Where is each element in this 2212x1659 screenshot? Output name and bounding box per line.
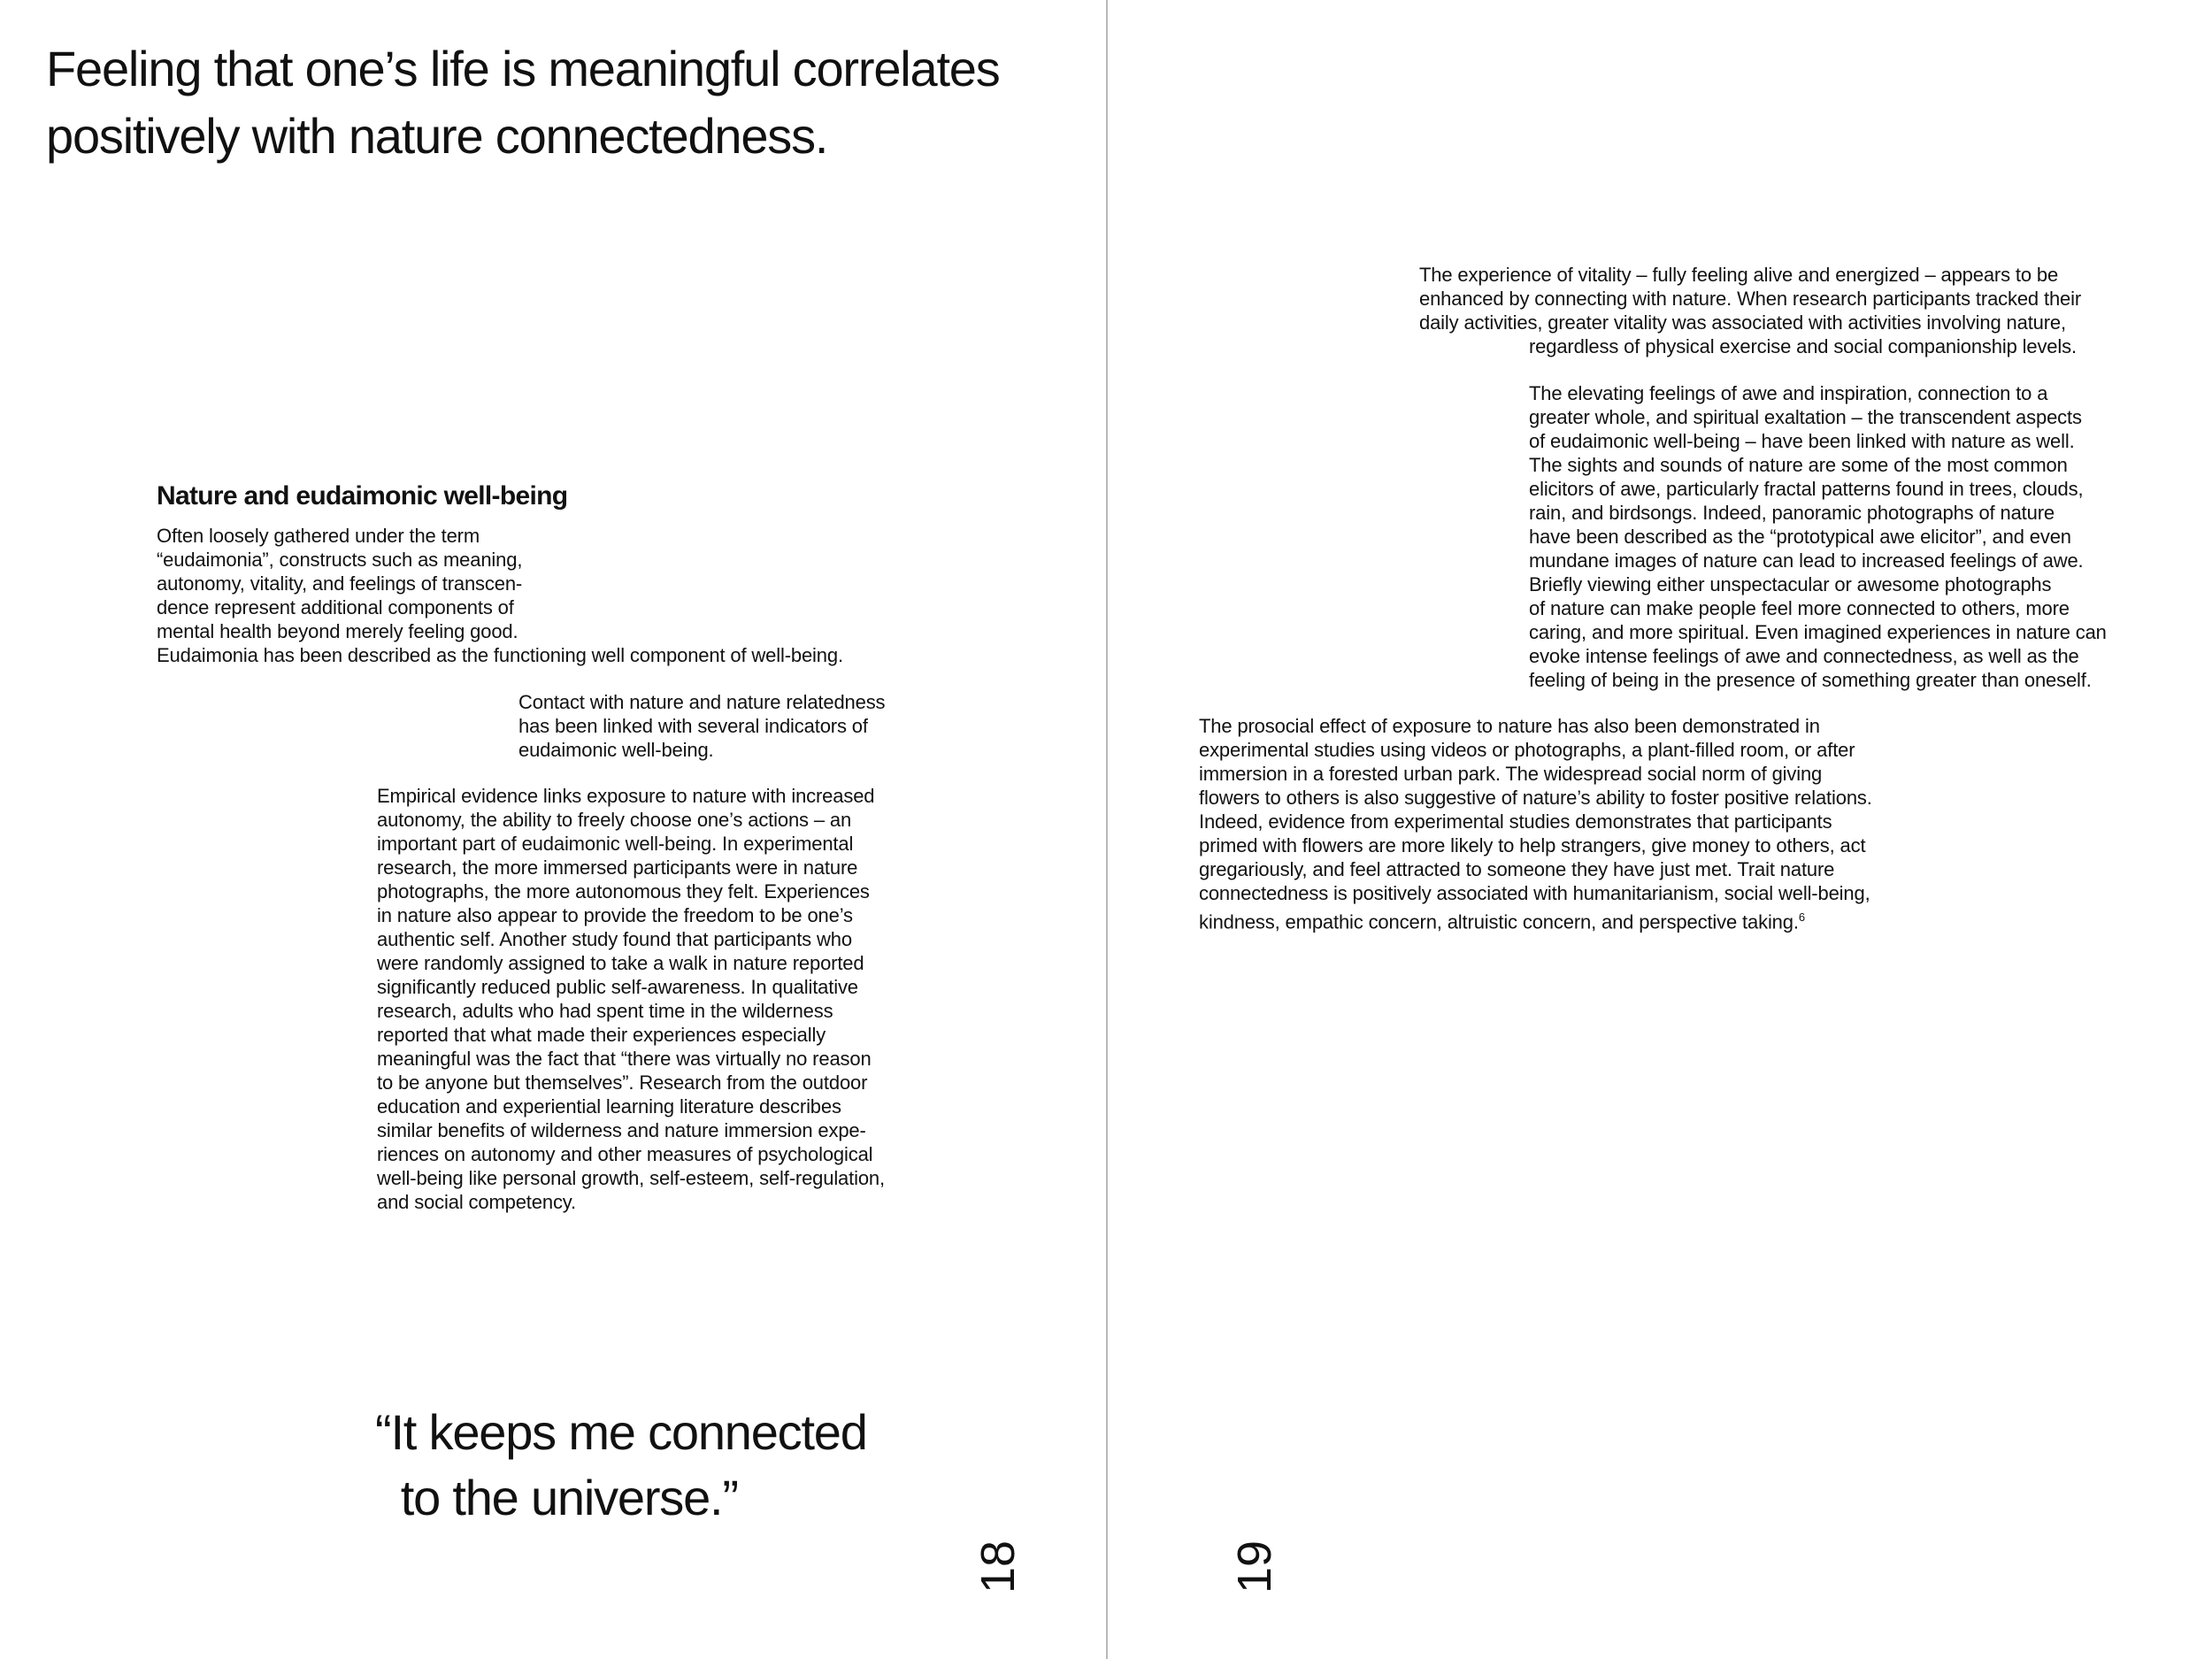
right-page (1108, 0, 2212, 1659)
pull-quote: “It keeps me connected to the universe.” (375, 1404, 867, 1525)
page-headline: Feeling that one’s life is meaningful correlates positively with nature connectedness. (46, 41, 1000, 164)
awe-paragraph: The elevating feelings of awe and inspiration, connection to a greater whole, and spiritual exaltation – the transcendent aspects of eudaimonic well-being – have been linked with nature as well. The sights and sounds of nature are some of the most common elicitors of awe, particularly fractal patterns found in trees, clouds, rain, and birdsongs. Indeed, panoramic photographs of nature have been described as the “prototypical awe elicitor”, and even mundane images of nature can lead to increased feelings of awe. Briefly viewing either unspectacular or awesome photographs of nature can make people feel more connected to others, more caring, and more spiritual. Even imagined experiences in nature can evoke intense feelings of awe and connectedness, as well as the feeling of being in the presence of something greater than oneself. (1529, 382, 2107, 691)
page-number: 19 (1228, 1540, 1281, 1594)
footnote-marker: 6 (1798, 910, 1805, 924)
contact-paragraph: Contact with nature and nature relatedness has been linked with several indicators of eudaimonic well-being. (518, 691, 886, 761)
intro-paragraph: Often loosely gathered under the term “eudaimonia”, constructs such as meaning, autonomy, vitality, and feelings of transcen- dence represent additional components of mental health beyond merely feeling good. Eudaimonia has been described as the functioning well component of well-being. (157, 525, 843, 666)
autonomy-paragraph: Empirical evidence links exposure to nature with increased autonomy, the ability to freely choose one’s actions – an important part of eudaimonic well-being. In experimental research, the more immersed participants were in nature photographs, the more autonomous they felt. Experiences in nature also appear to provide the freedom to be one’s authentic self. Another study found that participants who were randomly assigned to take a walk in nature reported significantly reduced public self-awareness. In qualitative research, adults who had spent time in the wilderness reported that what made their experiences especially meaningful was the fact that “there was virtually no reason to be anyone but themselves”. Research from the outdoor education and experiential learning literature describes similar benefits of wilderness and nature immersion expe- riences on autonomy and other measures of psychological well-being like personal growth, self-esteem, self-regulation, and social competency. (377, 785, 885, 1213)
prosocial-paragraph (1199, 714, 1995, 933)
section-title: Nature and eudaimonic well-being (157, 481, 568, 511)
prosocial-text: The prosocial effect of exposure to nature has also been demonstrated in experimental studies using videos or photographs, a plant-filled room, or after immersion in a forested urban park. The widespread social norm of giving flowers to others is also suggestive of nature’s ability to foster positive relations. Indeed, evidence from experimental studies demonstrates that participants primed with flowers are more likely to help strangers, give money to others, act gregariously, and feel attracted to someone they have just met. Trait nature connectedness is positively associated with humanitarianism, social well-being, kindness, empathic concern, altruistic concern, and perspective taking. (1199, 715, 1872, 933)
page-number: 18 (972, 1540, 1025, 1594)
vitality-paragraph-last-line: regardless of physical exercise and social companionship levels. (1529, 335, 2077, 357)
vitality-paragraph: The experience of vitality – fully feeling alive and energized – appears to be enhanced by connecting with nature. When research participants tracked their daily activities, greater vitality was associated with activities involving nature, (1419, 264, 2082, 334)
